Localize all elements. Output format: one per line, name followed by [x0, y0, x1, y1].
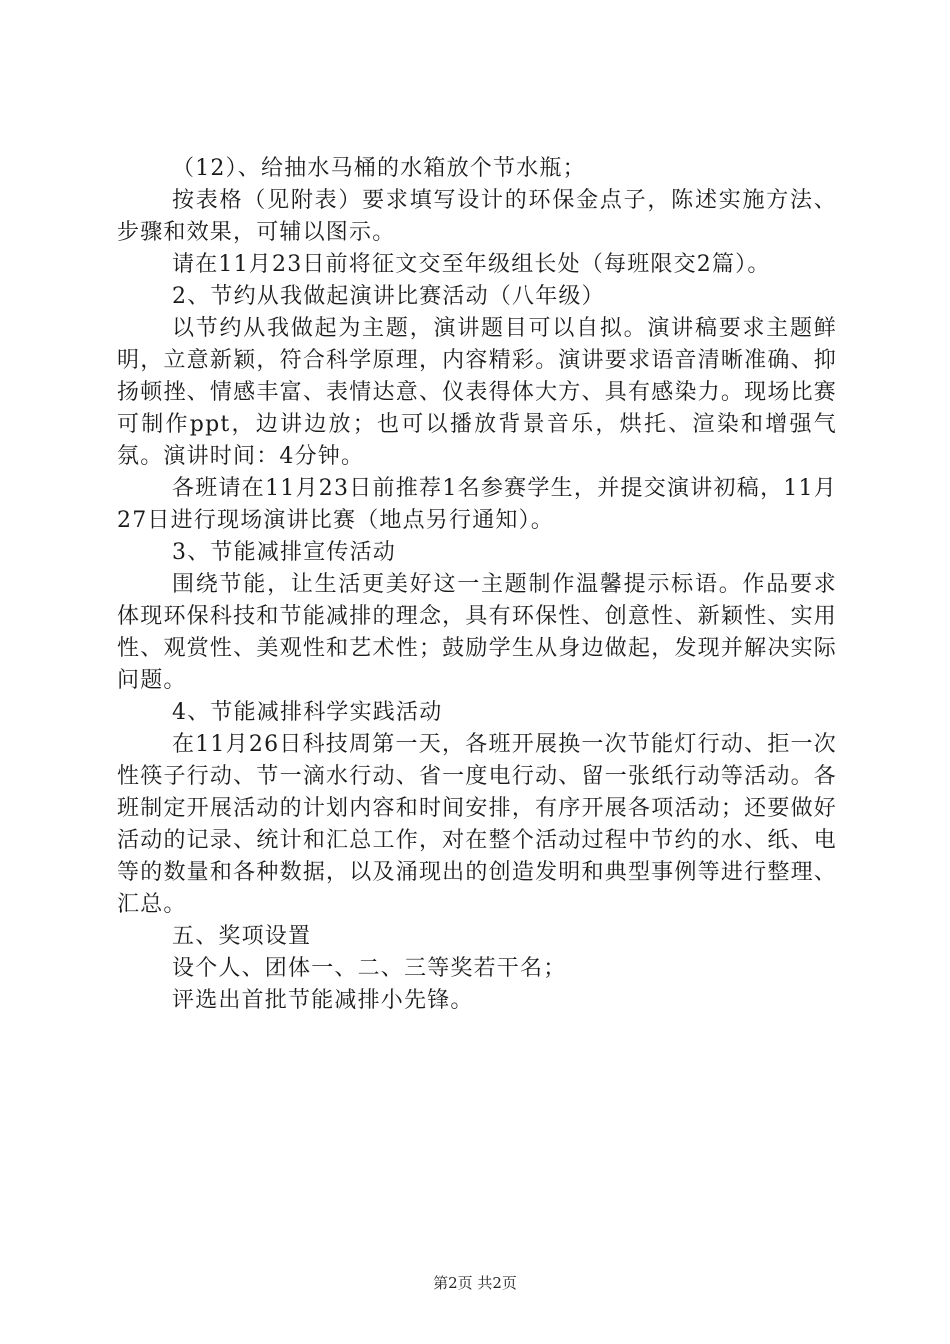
- section-heading-practice: 4、节能减排科学实践活动: [172, 700, 443, 725]
- paragraph-awards-pioneers: 评选出首批节能减排小先锋。: [172, 988, 474, 1013]
- section-heading-speech-contest: 2、节约从我做起演讲比赛活动（八年级）: [172, 284, 605, 309]
- document-body: [117, 153, 837, 1017]
- section-heading-promotion: 3、节能减排宣传活动: [172, 540, 396, 565]
- paragraph-form-instructions: 按表格（见附表）要求填写设计的环保金点子，陈述实施方法、步骤和效果，可辅以图示。: [117, 188, 837, 245]
- paragraph-speech-deadline: 各班请在11月23日前推荐1名参赛学生，并提交演讲初稿，11月27日进行现场演讲比赛（地点另行通知）。: [117, 476, 837, 533]
- paragraph-awards-prizes: 设个人、团体一、二、三等奖若干名；: [172, 956, 567, 981]
- section-heading-awards: 五、奖项设置: [172, 924, 312, 949]
- paragraph-practice-details: 在11月26日科技周第一天，各班开展换一次节能灯行动、拒一次性筷子行动、节一滴水行动、省一度电行动、留一张纸行动等活动。各班制定开展活动的计划内容和时间安排，有序开展各项活动；还要做好活动的记录、统计和汇总工作，对在整个活动过程中节约的水、纸、电等的数量和各种数据，以及涌现出的创造发明和典型事例等进行整理、汇总。: [117, 732, 837, 917]
- paragraph-essay-deadline: 请在11月23日前将征文交至年级组长处（每班限交2篇）。: [172, 252, 771, 277]
- list-item-water-bottle: （12）、给抽水马桶的水箱放个节水瓶；: [172, 156, 586, 181]
- paragraph-promotion-details: 围绕节能，让生活更美好这一主题制作温馨提示标语。作品要求体现环保科技和节能减排的理念，具有环保性、创意性、新颖性、实用性、观赏性、美观性和艺术性；鼓励学生从身边做起，发现并解决实际问题。: [117, 572, 837, 693]
- page-number-footer: 第2页 共2页: [433, 1274, 517, 1292]
- paragraph-speech-requirements: 以节约从我做起为主题，演讲题目可以自拟。演讲稿要求主题鲜明，立意新颖，符合科学原理，内容精彩。演讲要求语音清晰准确、抑扬顿挫、情感丰富、表情达意、仪表得体大方、具有感染力。现场比赛可制作ppt，边讲边放；也可以播放背景音乐，烘托、渲染和增强气氛。演讲时间：4分钟。: [117, 316, 837, 469]
